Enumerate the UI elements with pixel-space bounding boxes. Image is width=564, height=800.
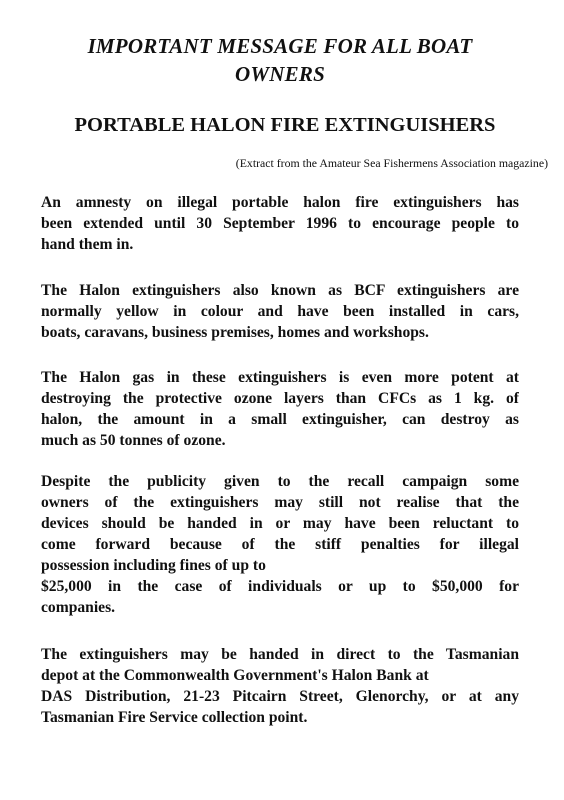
paragraph-line: hand them in. bbox=[41, 236, 134, 253]
headline bbox=[40, 32, 520, 88]
paragraph-line: The extinguishers may be handed in direct to the Tasmanian bbox=[41, 646, 519, 663]
paragraph-line: been extended until 30 September 1996 to encourage people to bbox=[41, 215, 519, 232]
headline-line: OWNERS bbox=[235, 62, 325, 86]
subheadline: PORTABLE HALON FIRE EXTINGUISHERS bbox=[74, 114, 496, 136]
paragraph-line: devices should be handed in or may have been reluctant to bbox=[41, 515, 519, 532]
paragraph-line: depot at the Commonwealth Government's Halon Bank at bbox=[41, 667, 429, 684]
paragraph-2 bbox=[41, 280, 519, 343]
paragraph-line: The Halon gas in these extinguishers is even more potent at bbox=[41, 369, 519, 386]
paragraph-line: Despite the publicity given to the recall campaign some bbox=[41, 473, 519, 490]
paragraph-line: boats, caravans, business premises, homes and workshops. bbox=[41, 324, 429, 341]
paragraph-line: Tasmanian Fire Service collection point. bbox=[41, 709, 308, 726]
source-note: (Extract from the Amateur Sea Fishermens Association magazine) bbox=[235, 156, 548, 170]
paragraph-4 bbox=[41, 471, 519, 618]
paragraph-line: halon, the amount in a small extinguisher, can destroy as bbox=[41, 411, 519, 428]
paragraph-line: possession including fines of up to bbox=[41, 557, 266, 574]
paragraph-line: $25,000 in the case of individuals or up to $50,000 for bbox=[41, 578, 519, 595]
paragraph-3 bbox=[41, 367, 519, 451]
paragraph-1 bbox=[41, 192, 519, 255]
paragraph-line: destroying the protective ozone layers than CFCs as 1 kg. of bbox=[41, 390, 519, 407]
headline-line: IMPORTANT MESSAGE FOR ALL BOAT bbox=[87, 34, 473, 58]
paragraph-line: DAS Distribution, 21-23 Pitcairn Street, Glenorchy, or at any bbox=[41, 688, 519, 705]
paragraph-line: much as 50 tonnes of ozone. bbox=[41, 432, 226, 449]
paragraph-line: come forward because of the stiff penalties for illegal bbox=[41, 536, 519, 553]
paragraph-5 bbox=[41, 644, 519, 728]
paragraph-line: owners of the extinguishers may still not realise that the bbox=[41, 494, 519, 511]
paragraph-line: An amnesty on illegal portable halon fire extinguishers has bbox=[41, 194, 519, 211]
paragraph-line: normally yellow in colour and have been installed in cars, bbox=[41, 303, 519, 320]
paragraph-line: The Halon extinguishers also known as BCF extinguishers are bbox=[41, 282, 519, 299]
paragraph-line: companies. bbox=[41, 599, 116, 616]
